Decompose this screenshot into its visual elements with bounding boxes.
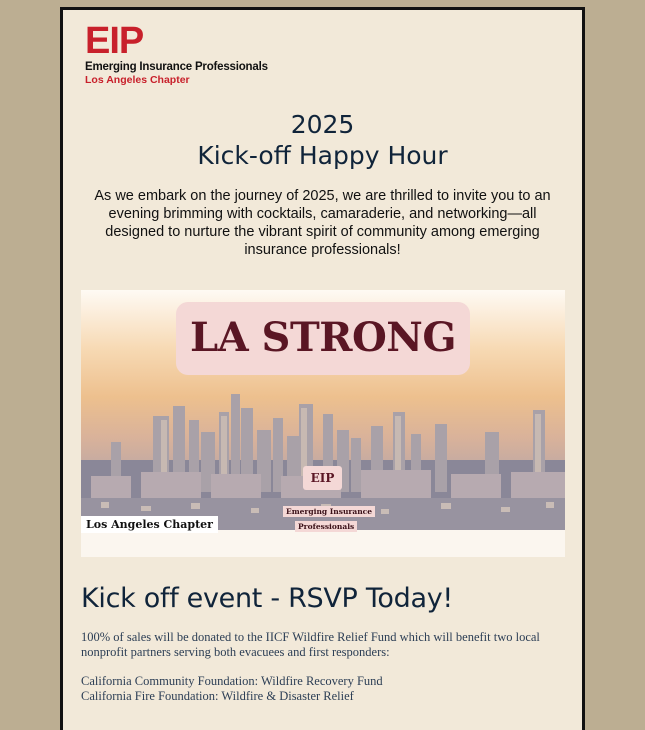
banner-eip-mark: EIP — [303, 466, 342, 490]
donation-note: 100% of sales will be donated to the IICF Wildfire Relief Fund which will benefit two local nonprofit partners serving both evacuees and first responders: — [81, 630, 540, 659]
la-strong-banner-image[interactable] — [81, 290, 565, 557]
banner-headline: LA STRONG — [189, 314, 457, 361]
partner-line-1: California Community Foundation: Wildfire Recovery Fund — [81, 674, 383, 688]
rsvp-heading: Kick off event - RSVP Today! — [81, 583, 453, 614]
logo-org-name: Emerging Insurance Professionals — [85, 61, 268, 73]
event-title: Kick-off Happy Hour — [197, 141, 448, 170]
email-body — [60, 7, 585, 730]
eip-logo[interactable] — [85, 22, 268, 86]
banner-org-line2: Professionals — [295, 521, 357, 532]
intro-paragraph: As we embark on the journey of 2025, we are thrilled to invite you to an evening brimming with cocktails, camaraderie, and networking—all designed to nurture the vibrant spirit of community among emerging insurance professionals! — [94, 188, 551, 258]
event-year: 2025 — [290, 110, 355, 139]
banner-chapter-label: Los Angeles Chapter — [81, 516, 218, 533]
banner-org-line1: Emerging Insurance — [283, 506, 375, 517]
logo-mark: EIP — [85, 20, 144, 62]
partner-line-2: California Fire Foundation: Wildfire & Disaster Relief — [81, 689, 354, 703]
logo-chapter-name: Los Angeles Chapter — [85, 74, 190, 86]
